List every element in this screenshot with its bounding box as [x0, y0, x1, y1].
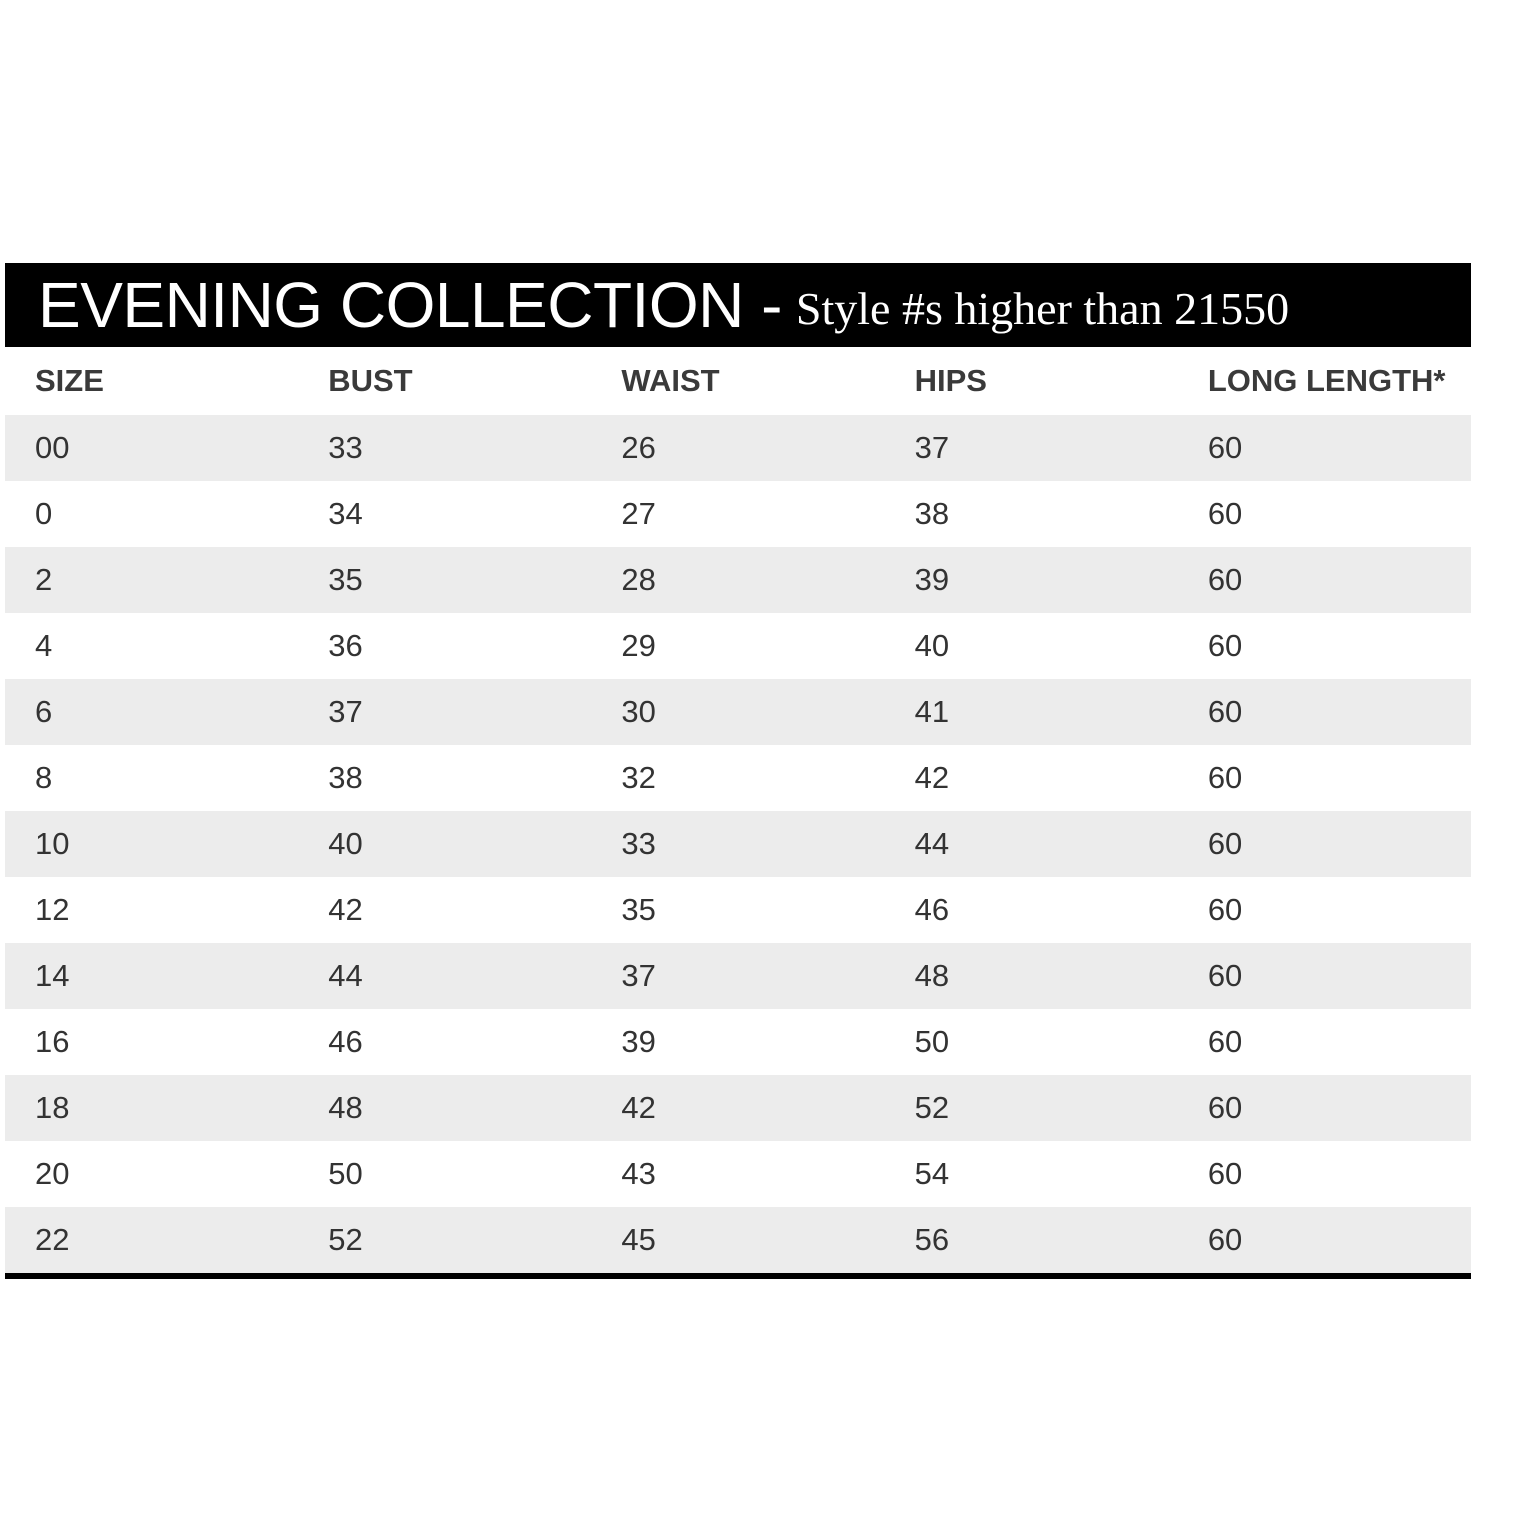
- size-cell: 6: [35, 694, 53, 729]
- size-chart: [5, 263, 1471, 1279]
- long-length-cell: 60: [1207, 1222, 1243, 1257]
- bust-cell: 42: [328, 892, 363, 927]
- column-header-bust: BUST: [328, 363, 413, 398]
- long-length-cell: 60: [1207, 562, 1243, 597]
- waist-cell: 29: [621, 628, 656, 663]
- hips-cell: 50: [914, 1024, 950, 1059]
- hips-cell: 52: [914, 1090, 950, 1125]
- hips-cell: 41: [914, 694, 950, 729]
- table-row: [5, 1141, 1471, 1207]
- table-row: [5, 679, 1471, 745]
- bust-cell: 38: [328, 760, 363, 795]
- bust-cell: 50: [328, 1156, 363, 1191]
- bust-cell: 34: [328, 496, 363, 531]
- waist-cell: 42: [621, 1090, 656, 1125]
- table-row: [5, 943, 1471, 1009]
- waist-cell: 27: [621, 496, 656, 531]
- waist-cell: 35: [621, 892, 656, 927]
- hips-cell: 56: [914, 1222, 950, 1257]
- bottom-divider: [5, 1273, 1471, 1279]
- table-body: [5, 415, 1471, 1273]
- table-row: [5, 1075, 1471, 1141]
- waist-cell: 39: [621, 1024, 656, 1059]
- bust-cell: 44: [328, 958, 363, 993]
- size-cell: 0: [35, 496, 53, 531]
- size-cell: 2: [35, 562, 53, 597]
- table-row: [5, 1207, 1471, 1273]
- hips-cell: 54: [914, 1156, 950, 1191]
- waist-cell: 32: [621, 760, 656, 795]
- bust-cell: 52: [328, 1222, 363, 1257]
- bust-cell: 40: [328, 826, 363, 861]
- size-cell: 12: [35, 892, 70, 927]
- long-length-cell: 60: [1207, 496, 1243, 531]
- long-length-cell: 60: [1207, 760, 1243, 795]
- long-length-cell: 60: [1207, 826, 1243, 861]
- table-row: [5, 481, 1471, 547]
- waist-cell: 45: [621, 1222, 656, 1257]
- bust-cell: 36: [328, 628, 363, 663]
- size-cell: 00: [35, 430, 70, 465]
- waist-cell: 30: [621, 694, 656, 729]
- size-cell: 20: [35, 1156, 70, 1191]
- hips-cell: 48: [914, 958, 950, 993]
- bust-cell: 46: [328, 1024, 363, 1059]
- column-header-hips: HIPS: [914, 363, 987, 398]
- size-cell: 22: [35, 1222, 70, 1257]
- page-title: EVENING COLLECTION -: [38, 269, 782, 341]
- table-row: [5, 415, 1471, 481]
- title-bar: [5, 263, 1471, 347]
- bust-cell: 37: [328, 694, 363, 729]
- hips-cell: 44: [914, 826, 950, 861]
- long-length-cell: 60: [1207, 892, 1243, 927]
- long-length-cell: 60: [1207, 1156, 1243, 1191]
- table-row: [5, 1009, 1471, 1075]
- column-header-size: SIZE: [35, 363, 104, 398]
- waist-cell: 33: [621, 826, 656, 861]
- waist-cell: 37: [621, 958, 656, 993]
- table-row: [5, 877, 1471, 943]
- bust-cell: 33: [328, 430, 363, 465]
- page-subtitle: Style #s higher than 21550: [795, 283, 1290, 334]
- column-header-long-length: LONG LENGTH*: [1207, 363, 1446, 398]
- hips-cell: 46: [914, 892, 950, 927]
- size-cell: 18: [35, 1090, 70, 1125]
- table-row: [5, 811, 1471, 877]
- bust-cell: 48: [328, 1090, 363, 1125]
- table-row: [5, 547, 1471, 613]
- long-length-cell: 60: [1207, 1024, 1243, 1059]
- column-header-waist: WAIST: [621, 363, 720, 398]
- waist-cell: 43: [621, 1156, 656, 1191]
- waist-cell: 26: [621, 430, 656, 465]
- size-cell: 10: [35, 826, 70, 861]
- size-cell: 4: [35, 628, 53, 663]
- hips-cell: 42: [914, 760, 950, 795]
- long-length-cell: 60: [1207, 628, 1243, 663]
- bust-cell: 35: [328, 562, 363, 597]
- hips-cell: 40: [914, 628, 950, 663]
- table-row: [5, 613, 1471, 679]
- table-row: [5, 745, 1471, 811]
- size-cell: 14: [35, 958, 70, 993]
- hips-cell: 39: [914, 562, 950, 597]
- table-header: [5, 347, 1471, 415]
- hips-cell: 38: [914, 496, 950, 531]
- hips-cell: 37: [914, 430, 950, 465]
- long-length-cell: 60: [1207, 430, 1243, 465]
- waist-cell: 28: [621, 562, 656, 597]
- long-length-cell: 60: [1207, 1090, 1243, 1125]
- long-length-cell: 60: [1207, 958, 1243, 993]
- size-cell: 8: [35, 760, 53, 795]
- size-cell: 16: [35, 1024, 70, 1059]
- long-length-cell: 60: [1207, 694, 1243, 729]
